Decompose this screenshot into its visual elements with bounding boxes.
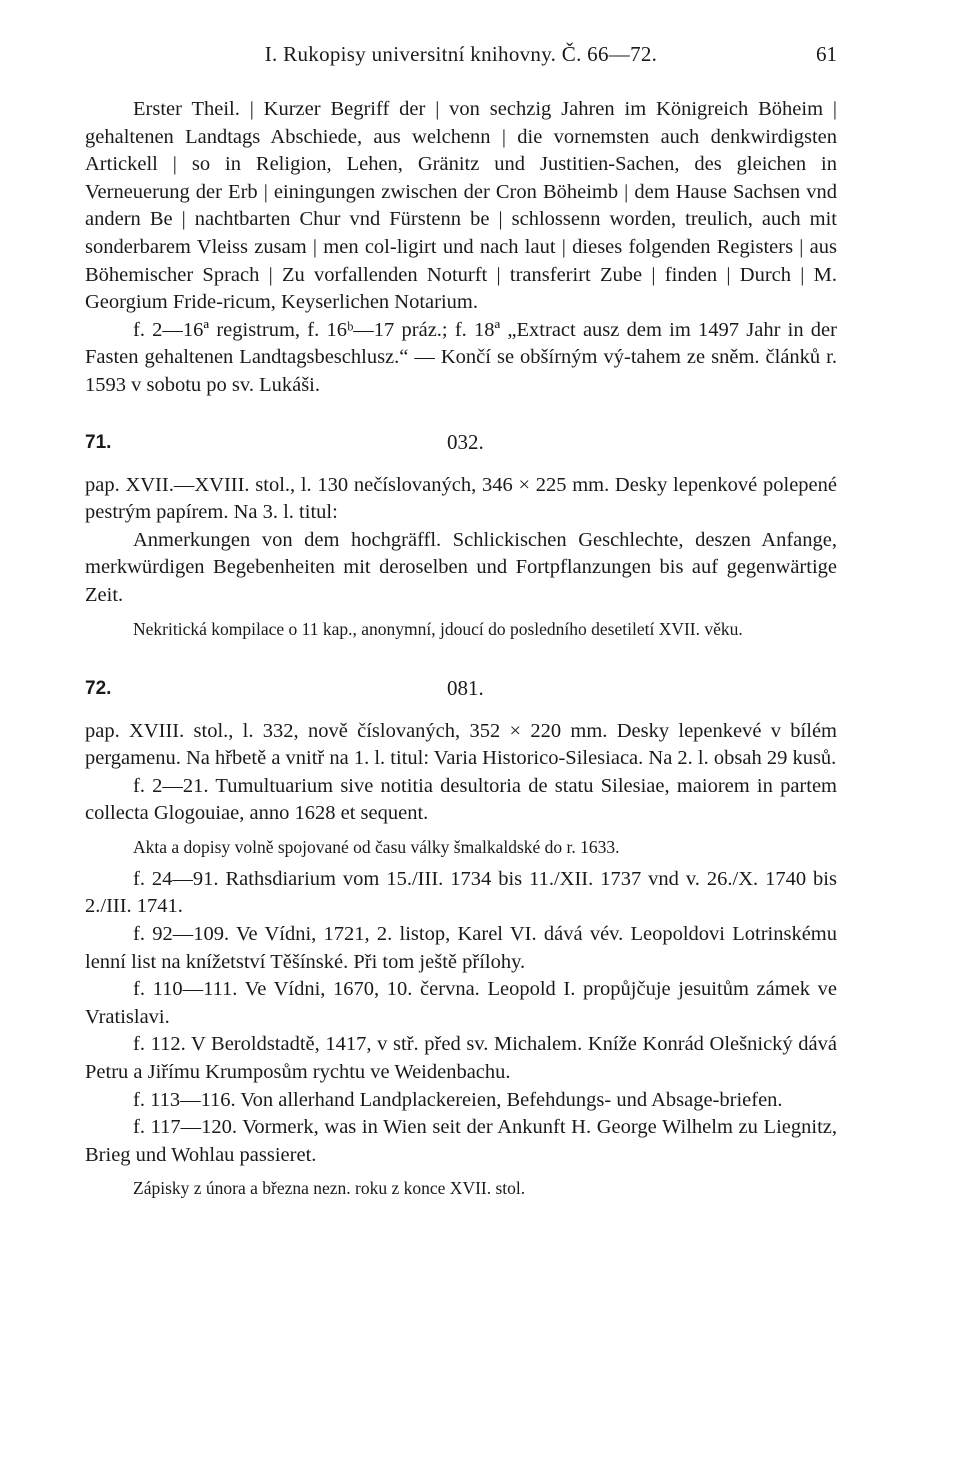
- entry-72-note-1: Akta a dopisy volně spojované od času války šmalkaldské do r. 1633.: [133, 836, 620, 857]
- entry-71-heading: [85, 426, 837, 466]
- entry-72-item-6: f. 113—116. Von allerhand Landplackereien, Befehdungs- und Absage-briefen.: [133, 1088, 783, 1111]
- header-title: I. Rukopisy universitní knihovny. Č. 66—72.: [264, 42, 658, 66]
- page-number: 61: [816, 42, 837, 66]
- entry-71-number: 71.: [85, 431, 112, 453]
- entry-72-item-7: f. 117—120. Vormerk, was in Wien seit der Ankunft H. George Wilhelm zu Liegnitz, Brieg und Wohlau passieret.: [85, 1116, 837, 1166]
- entry-72-note-2: Zápisky z února a března nezn. roku z konce XVII. stol.: [133, 1178, 526, 1199]
- entry-72-description: pap. XVIII. stol., l. 332, nově číslovaných, 352 × 220 mm. Desky lepenkevé v bílém pergamenu. Na hřbetě a vnitř na 1. l. titul: Varia Historico-Silesiaca. Na 2. l. obsah 29 kusů.: [85, 719, 837, 770]
- entry-72-item-1: f. 2—21. Tumultuarium sive notitia desultoria de statu Silesiae, maiorem in partem collecta Glogouiae, anno 1628 et sequent.: [85, 774, 837, 825]
- entry-71-description: pap. XVII.—XVIII. stol., l. 130 nečíslovaných, 346 × 225 mm. Desky lepenkové polepené pestrým papírem. Na 3. l. titul:: [85, 473, 837, 524]
- document-body: [85, 96, 837, 1201]
- running-header: [85, 42, 837, 76]
- entry-72-item-4: f. 110—111. Ve Vídni, 1670, 10. června. Leopold I. propůjčuje jesuitům zámek ve Vratislavi.: [85, 978, 837, 1028]
- entry-72-item-3: f. 92—109. Ve Vídni, 1721, 2. listop, Karel VI. dává vév. Leopoldovi Lotrinskému lenní list na knížetství Těšínské. Při tom ještě přílohy.: [85, 923, 837, 973]
- intro-paragraph-2: f. 2—16ª registrum, f. 16ᵇ—17 práz.; f. 18ª „Extract ausz dem im 1497 Jahr in der Fasten gehaltenen Landtagsbeschlusz.“ — Končí se obšírným vý-tahem ze sněm. článků r. 1593 v sobotu po sv. Lukáši.: [85, 318, 837, 396]
- entry-71-title: Anmerkungen von dem hochgräffl. Schlickischen Geschlechte, deszen Anfange, merkwürdigen Begebenheiten mit deroselben und Fortpflanzungen bis auf gegenwärtige Zeit.: [85, 528, 837, 606]
- entry-71-note: Nekritická kompilace o 11 kap., anonymní, jdoucí do posledního desetiletí XVII. věku.: [133, 618, 743, 639]
- entry-71-signature: 032.: [447, 429, 484, 454]
- entry-72-heading: [85, 672, 837, 712]
- entry-72-number: 72.: [85, 677, 112, 699]
- entry-72-item-2: f. 24—91. Rathsdiarium vom 15./III. 1734 bis 11./XII. 1737 vnd v. 26./X. 1740 bis 2./III. 1741.: [85, 867, 837, 918]
- entry-72-item-5: f. 112. V Beroldstadtě, 1417, v stř. před sv. Michalem. Kníže Konrád Olešnický dává Petru a Jiřímu Krumposům rychtu ve Weidenbachu.: [85, 1033, 837, 1084]
- entry-72-signature: 081.: [447, 675, 484, 700]
- intro-paragraph-1: Erster Theil. | Kurzer Begriff der | von sechzig Jahren im Königreich Böheim | gehaltenen Landtags Abschiede, aus welchenn | die vornemsten auch denkwirdigsten Artickell | so in Religion, Lehen, Gränitz und Justitien-Sachen, des gleichen in Verneuerung der Erb | einingungen zwischen der Cron Böheimb | dem Hause Sachsen vnd andern Be | nachtbarten Chur vnd Fürstenn be | schlossenn worden, treulich, auch mit sonderbarem Vleiss zusam | men col-ligirt und nach laut | dieses folgenden Registers | aus Böhemischer Sprach | Zu vorfallenden Noturft | transferirt Zube | finden | Durch | M. Georgium Fride-ricum, Keyserlichen Notarium.: [85, 98, 837, 314]
